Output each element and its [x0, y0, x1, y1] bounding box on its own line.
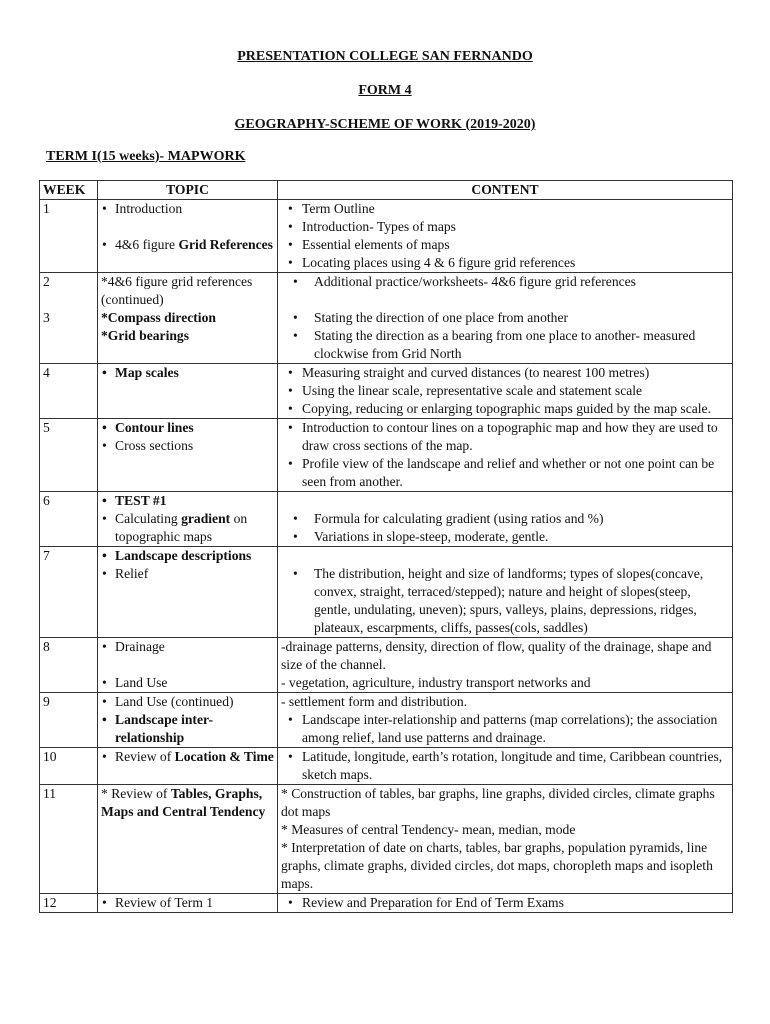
content-cell — [278, 547, 733, 638]
header-week: WEEK — [40, 181, 98, 200]
topic-cell — [98, 547, 278, 638]
header-topic: TOPIC — [98, 181, 278, 200]
content-cell — [278, 894, 733, 913]
content-item: • Stating the direction of one place from another — [281, 309, 729, 327]
topic-item: • Contour lines — [101, 419, 274, 437]
content-text: - settlement form and distribution. — [281, 694, 468, 709]
content-item: • Introduction to contour lines on a topographic map and how they are used to draw cross sections of the map. — [281, 419, 729, 455]
content-text: * Measures of central Tendency- mean, median, mode — [281, 822, 576, 837]
spacer — [43, 291, 94, 309]
topic-bold: Grid References — [178, 237, 273, 252]
topic-item: • Land Use (continued) — [101, 693, 274, 711]
table-row — [40, 200, 733, 273]
content-item: • Profile view of the landscape and relief and whether or not one point can be seen from another. — [281, 455, 729, 491]
topic-text: on topographic maps — [115, 511, 248, 544]
table-row — [40, 785, 733, 894]
topic-item — [101, 510, 274, 546]
table-row — [40, 547, 733, 638]
topic-item: • Relief — [101, 565, 274, 583]
week-cell: 9 — [40, 693, 98, 748]
content-item: • Additional practice/worksheets- 4&6 figure grid references — [281, 273, 729, 291]
content-cell — [278, 273, 733, 364]
content-text: - vegetation, agriculture, industry transport networks and — [281, 675, 591, 690]
topic-text: 4&6 figure — [115, 237, 179, 252]
week-cell: 4 — [40, 364, 98, 419]
content-item: • Essential elements of maps — [281, 236, 729, 254]
content-cell — [278, 638, 733, 693]
spacer — [101, 218, 274, 236]
spacer — [101, 656, 274, 674]
topic-item: • Introduction — [101, 200, 274, 218]
spacer — [281, 291, 729, 309]
header-content: CONTENT — [278, 181, 733, 200]
content-cell — [278, 785, 733, 894]
content-cell — [278, 492, 733, 547]
week-cell — [40, 273, 98, 364]
topic-item: *4&6 figure grid references (continued) — [101, 274, 253, 307]
topic-bold: Tables, Graphs, Maps and Central Tendency — [101, 786, 266, 819]
content-text: * Interpretation of date on charts, tables, bar graphs, population pyramids, line graphs, climate graphs, divided circles, dot maps, choropleth maps and isopleth maps. — [281, 840, 713, 891]
topic-cell — [98, 492, 278, 547]
content-cell — [278, 364, 733, 419]
topic-item: • Cross sections — [101, 437, 274, 455]
table-row — [40, 364, 733, 419]
content-item: • Locating places using 4 & 6 figure grid references — [281, 254, 729, 272]
table-row — [40, 419, 733, 492]
topic-item: *Grid bearings — [101, 328, 189, 343]
week-cell: 8 — [40, 638, 98, 693]
content-cell — [278, 200, 733, 273]
content-item: • Latitude, longitude, earth’s rotation, longitude and time, Caribbean countries, sketch maps. — [281, 748, 729, 784]
week-cell: 1 — [40, 200, 98, 273]
document-title: GEOGRAPHY-SCHEME OF WORK (2019-2020) — [234, 117, 536, 132]
form-title: FORM 4 — [358, 83, 412, 98]
topic-item: • TEST #1 — [101, 492, 274, 510]
topic-cell — [98, 894, 278, 913]
table-header-row — [40, 181, 733, 200]
topic-item: • Map scales — [101, 364, 274, 382]
topic-item — [101, 748, 274, 766]
week-cell: 5 — [40, 419, 98, 492]
content-item: • Term Outline — [281, 200, 729, 218]
table-row — [40, 492, 733, 547]
content-item: • Review and Preparation for End of Term Exams — [281, 894, 729, 912]
table-row — [40, 638, 733, 693]
scheme-table — [39, 180, 733, 913]
topic-item: *Compass direction — [101, 310, 216, 325]
content-item: • Variations in slope-steep, moderate, gentle. — [281, 528, 729, 546]
table-row — [40, 894, 733, 913]
table-row — [40, 273, 733, 364]
content-item: • Copying, reducing or enlarging topographic maps guided by the map scale. — [281, 400, 729, 418]
content-item: • Stating the direction as a bearing from one place to another- measured clockwise from Grid North — [281, 327, 729, 363]
topic-item: • Landscape descriptions — [101, 547, 274, 565]
term-heading: TERM I(15 weeks)- MAPWORK — [46, 149, 246, 164]
week-cell: 11 — [40, 785, 98, 894]
content-item: • Using the linear scale, representative scale and statement scale — [281, 382, 729, 400]
topic-item: • Drainage — [101, 638, 274, 656]
school-name: PRESENTATION COLLEGE SAN FERNANDO — [237, 49, 533, 64]
topic-cell — [98, 693, 278, 748]
topic-bold: gradient — [181, 511, 231, 526]
week-cell: 10 — [40, 748, 98, 785]
content-item: • Introduction- Types of maps — [281, 218, 729, 236]
spacer — [281, 492, 729, 510]
topic-cell — [98, 748, 278, 785]
content-cell — [278, 419, 733, 492]
topic-item: • Land Use — [101, 674, 274, 692]
content-cell — [278, 748, 733, 785]
topic-item: • Review of Term 1 — [101, 894, 274, 912]
topic-cell — [98, 200, 278, 273]
content-item: • The distribution, height and size of landforms; types of slopes(concave, convex, straight, terraced/stepped); nature and height of slopes(steep, gentle, undulating, uneven); spurs, valleys, plains, depressions, ridges, plateaux, escarpments, cliffs, passes(cols, saddles) — [281, 565, 729, 637]
topic-cell — [98, 364, 278, 419]
content-item: • Landscape inter-relationship and patterns (map correlations); the association among relief, land use patterns and drainage. — [281, 711, 729, 747]
topic-cell — [98, 419, 278, 492]
topic-bold: Location & Time — [174, 749, 274, 764]
topic-cell — [98, 785, 278, 894]
topic-item — [101, 236, 274, 254]
topic-cell — [98, 638, 278, 693]
content-text: * Construction of tables, bar graphs, line graphs, divided circles, climate graphs dot maps — [281, 786, 715, 819]
topic-text: Review of — [115, 749, 175, 764]
topic-cell — [98, 273, 278, 364]
topic-item: • Landscape inter-relationship — [101, 711, 274, 747]
content-item: • Measuring straight and curved distances (to nearest 100 metres) — [281, 364, 729, 382]
content-cell — [278, 693, 733, 748]
table-row — [40, 693, 733, 748]
table-row — [40, 748, 733, 785]
week-cell: 7 — [40, 547, 98, 638]
spacer — [281, 547, 729, 565]
topic-text: * Review of — [101, 786, 171, 801]
week-number: 2 — [43, 274, 50, 289]
topic-item — [101, 785, 274, 821]
week-cell: 6 — [40, 492, 98, 547]
topic-text: Calculating — [115, 511, 182, 526]
content-text: -drainage patterns, density, direction of flow, quality of the drainage, shape and size of the channel. — [281, 639, 712, 672]
week-number: 3 — [43, 310, 50, 325]
content-item: • Formula for calculating gradient (using ratios and %) — [281, 510, 729, 528]
week-cell: 12 — [40, 894, 98, 913]
